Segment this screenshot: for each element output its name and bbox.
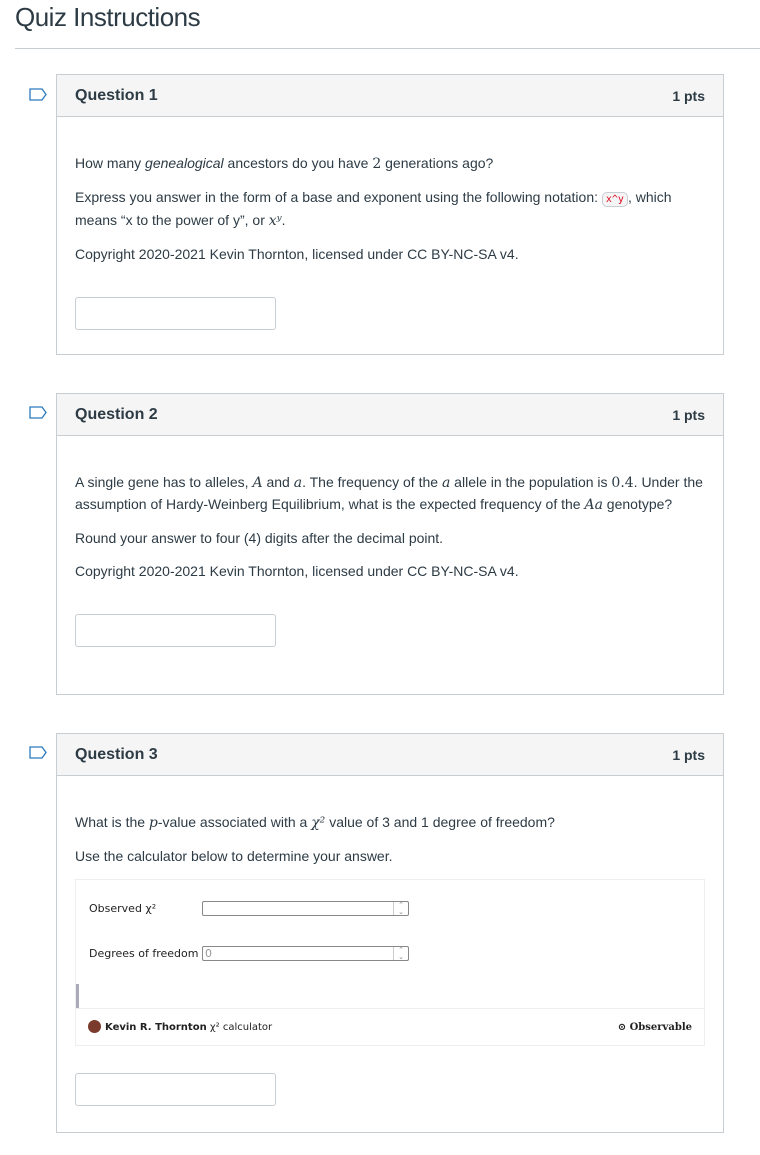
observable-logo-icon: ⊙ bbox=[617, 1021, 627, 1033]
observed-label: Observed χ² bbox=[89, 902, 157, 915]
question-1 bbox=[56, 74, 724, 355]
observed-chi-input[interactable] bbox=[202, 901, 409, 916]
question-2 bbox=[56, 393, 724, 695]
question-instruction: Round your answer to four (4) digits after the decimal point. bbox=[75, 530, 444, 546]
observable-link[interactable]: ⊙ Observable bbox=[617, 1021, 692, 1033]
question-title: Question 2 bbox=[75, 405, 158, 423]
question-instruction: Use the calculator below to determine your answer. bbox=[75, 848, 393, 864]
question-instruction: Express you answer in the form of a base and exponent using the following notation: x^y , which means “x to the power of y”, or xʸ. bbox=[75, 189, 672, 229]
avatar bbox=[88, 1020, 101, 1033]
flag-question-icon[interactable] bbox=[29, 746, 47, 759]
degrees-of-freedom-input[interactable]: 0 ⌃ ⌄ bbox=[202, 946, 409, 961]
answer-input[interactable] bbox=[75, 614, 276, 647]
question-title: Question 3 bbox=[75, 745, 158, 763]
question-3 bbox=[56, 733, 724, 1133]
copyright: Copyright 2020-2021 Kevin Thornton, licensed under CC BY-NC-SA v4. bbox=[75, 563, 519, 579]
flag-question-icon[interactable] bbox=[29, 406, 47, 419]
question-text: A single gene has to alleles, A and a. The frequency of the a allele in the population is 0.4. Under the assumption of Hardy-Weinberg Equilibrium, what is the expected frequency of the Aa genotype? bbox=[75, 474, 703, 513]
output-indicator bbox=[76, 984, 79, 1008]
spinner-icon[interactable]: ⌃ ⌄ bbox=[393, 947, 408, 960]
question-text: How many genealogical ancestors do you have 2 generations ago? bbox=[75, 155, 494, 172]
question-points: 1 pts bbox=[672, 406, 705, 423]
answer-input[interactable] bbox=[75, 297, 276, 330]
df-label: Degrees of freedom bbox=[89, 947, 199, 960]
question-title: Question 1 bbox=[75, 86, 158, 104]
flag-question-icon[interactable] bbox=[29, 88, 47, 101]
calculator-credit[interactable]: Kevin R. Thornton χ² calculator bbox=[88, 1017, 272, 1038]
page-title: Quiz Instructions bbox=[15, 2, 201, 32]
answer-input[interactable] bbox=[75, 1073, 276, 1106]
copyright: Copyright 2020-2021 Kevin Thornton, licensed under CC BY-NC-SA v4. bbox=[75, 246, 519, 262]
chi-square-calculator bbox=[75, 879, 705, 1046]
question-points: 1 pts bbox=[672, 87, 705, 104]
spinner-icon[interactable]: ⌃ ⌄ bbox=[393, 902, 408, 915]
question-text: What is the p-value associated with a χ² value of 3 and 1 degree of freedom? bbox=[75, 814, 555, 831]
divider bbox=[15, 48, 760, 49]
question-points: 1 pts bbox=[672, 746, 705, 763]
